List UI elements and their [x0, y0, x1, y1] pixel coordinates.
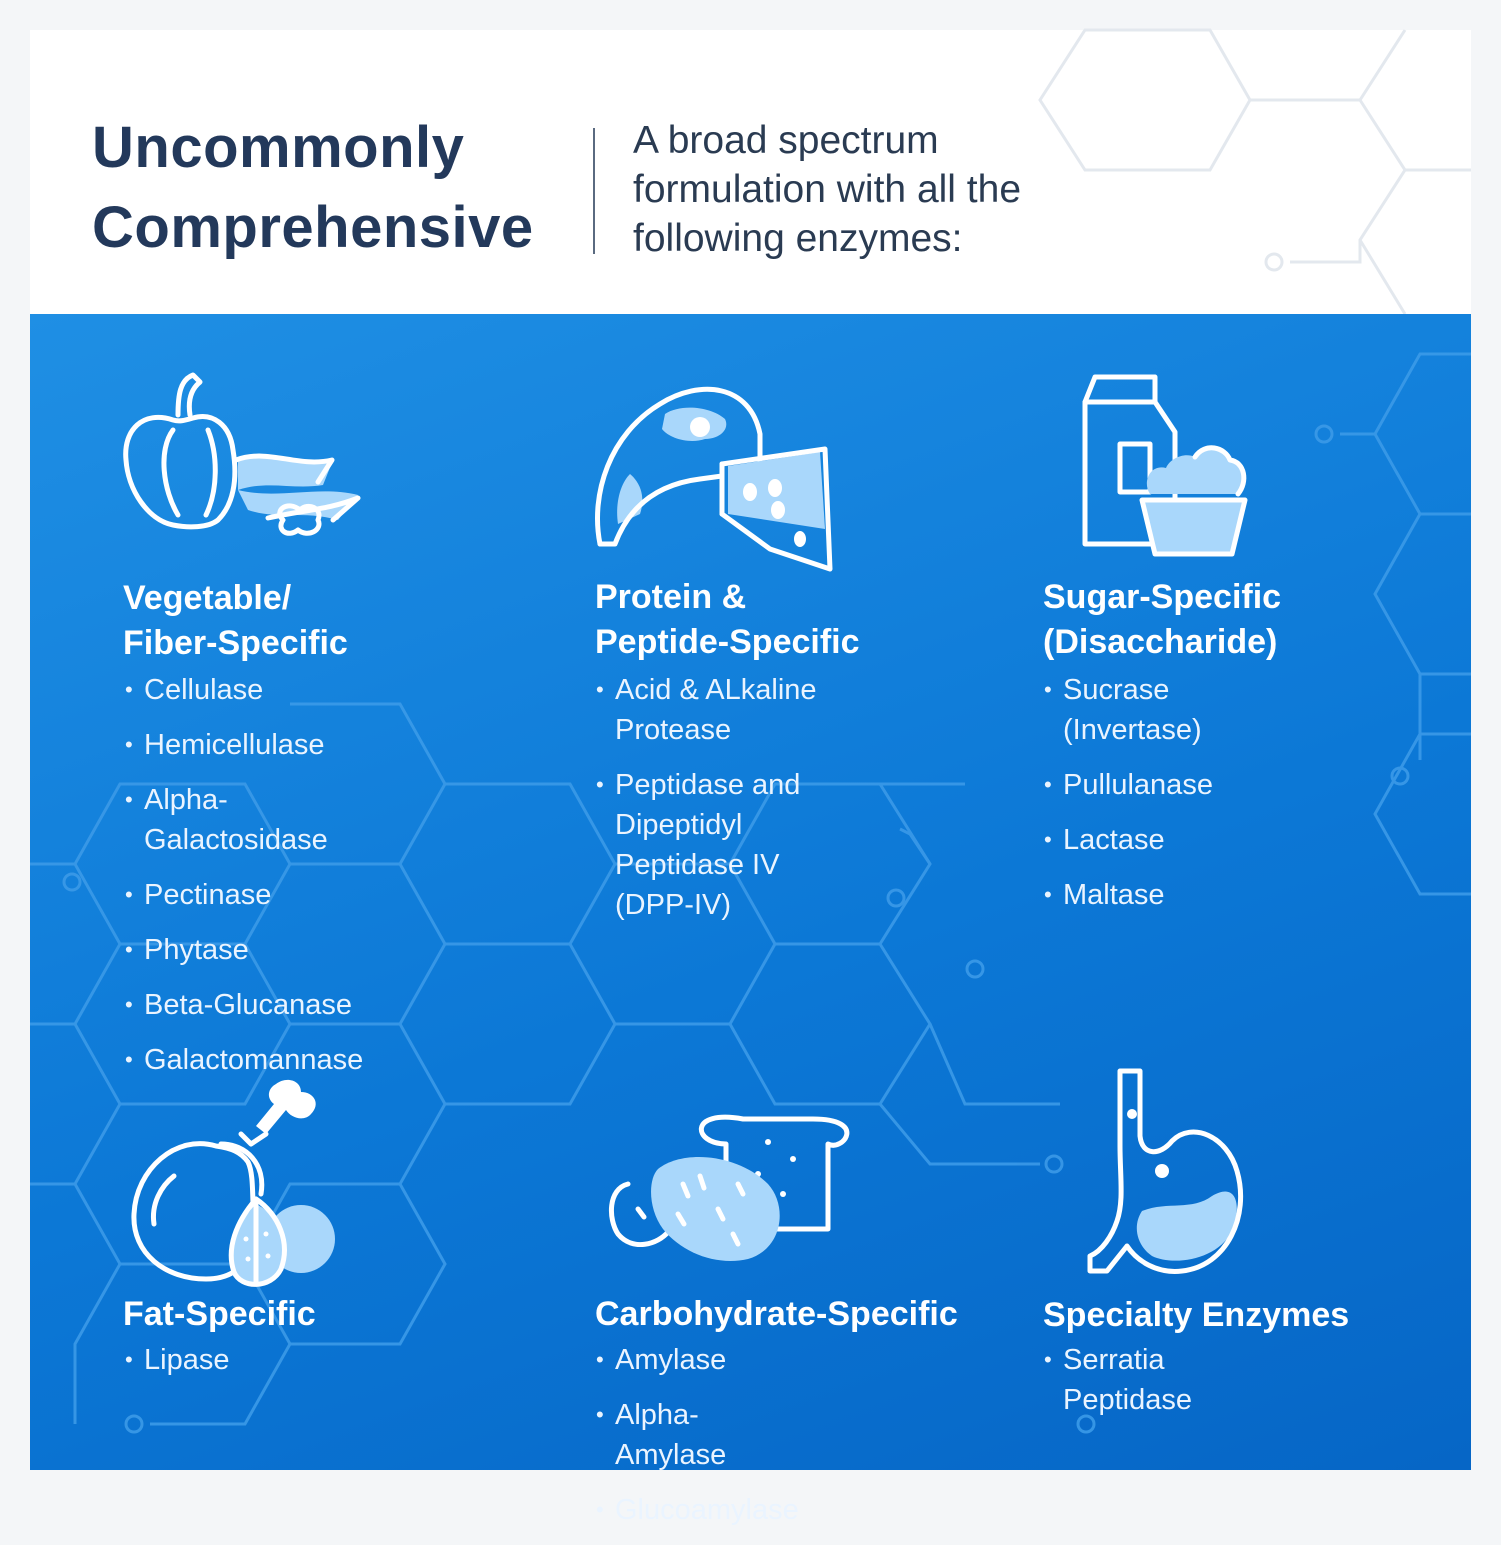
title-line-2: Comprehensive: [92, 195, 534, 260]
enzyme-list: [596, 1340, 799, 1545]
enzyme-list: [1044, 670, 1213, 930]
enzyme-item: • Acid & ALkaline Protease: [596, 670, 865, 750]
enzyme-item: • Pectinase: [125, 875, 363, 915]
section-title: Carbohydrate-Specific: [595, 1295, 958, 1333]
enzyme-item: • Phytase: [125, 930, 363, 970]
meat-cheese-icon: [590, 374, 840, 574]
enzyme-item: • Beta-Glucanase: [125, 985, 363, 1025]
enzyme-list: [125, 670, 363, 1095]
section-title-line-2: Fiber-Specific: [123, 624, 348, 662]
header: [30, 30, 1471, 314]
subtitle-line-2: formulation with all the: [633, 168, 1022, 211]
section-title-line-2: Peptide-Specific: [595, 623, 860, 661]
section-title-line-2: (Disaccharide): [1043, 623, 1278, 661]
enzyme-item: • Lipase: [125, 1340, 229, 1380]
section-title: [595, 575, 860, 665]
enzyme-item: • Lactase: [1044, 820, 1213, 860]
enzyme-item: • Glucoamylase: [596, 1490, 799, 1530]
enzyme-item: • Alpha-Amylase: [596, 1395, 799, 1475]
enzyme-item: • Hemicellulase: [125, 725, 363, 765]
milk-cupcake-icon: [1080, 372, 1250, 562]
chicken-nut-icon: [126, 1074, 346, 1294]
enzyme-item: • Cellulase: [125, 670, 363, 710]
enzyme-list: [1044, 1340, 1192, 1435]
section-title: [123, 576, 348, 666]
enzyme-list: [596, 670, 865, 940]
stomach-icon: [1082, 1066, 1262, 1276]
enzyme-item: • Galactomannase: [125, 1040, 363, 1080]
subtitle-line-3: following enzymes:: [633, 217, 963, 260]
section-title: [1043, 575, 1281, 665]
bread-potato-icon: [608, 1114, 848, 1284]
header-divider: [593, 128, 595, 254]
enzyme-item: • Serratia Peptidase: [1044, 1340, 1192, 1420]
enzyme-item: • Peptidase and Dipeptidyl Peptidase IV (DPP-IV): [596, 765, 865, 925]
enzyme-item: • Pullulanase: [1044, 765, 1213, 805]
enzyme-item: • Alpha-Galactosidase: [125, 780, 363, 860]
enzyme-item: • Amylase: [596, 1340, 799, 1380]
enzyme-list: [125, 1340, 229, 1395]
section-title-line-1: Protein &: [595, 578, 747, 616]
subtitle-line-1: A broad spectrum: [633, 119, 939, 162]
page-subtitle: [633, 116, 1103, 263]
section-title-line-1: Sugar-Specific: [1043, 578, 1282, 616]
vegetable-icon: [118, 370, 368, 550]
page-title: [92, 108, 534, 268]
section-title: Fat-Specific: [123, 1295, 316, 1333]
section-title: Specialty Enzymes: [1043, 1296, 1350, 1334]
infographic: [30, 30, 1471, 1526]
enzyme-item: • Sucrase (Invertase): [1044, 670, 1213, 750]
enzyme-panel: [30, 314, 1471, 1526]
enzyme-item: • Maltase: [1044, 875, 1213, 915]
section-title-line-1: Vegetable/: [123, 579, 292, 617]
title-line-1: Uncommonly: [92, 115, 465, 180]
